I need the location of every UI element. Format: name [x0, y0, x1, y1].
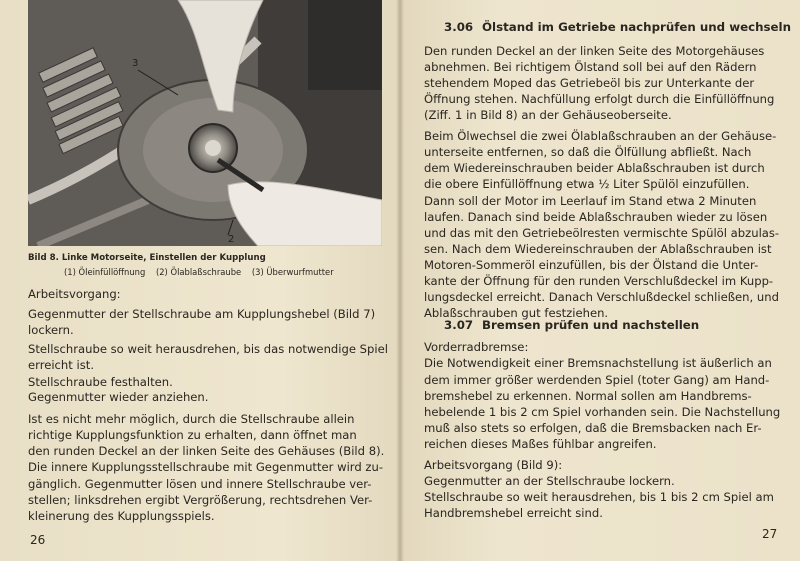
text-line: bremshebel zu erkennen. Normal sollen am Handbrems- — [424, 389, 752, 403]
text-line: Vorderradbremse: — [424, 340, 529, 354]
section-number: 3.06 — [444, 20, 474, 34]
engine-illustration — [28, 0, 382, 246]
right-page — [400, 0, 800, 561]
text-line: Beim Ölwechsel die zwei Ölablaßschrauben an der Gehäuse- — [424, 129, 777, 143]
text-line: Ablaßschrauben gut festziehen. — [424, 306, 609, 320]
text-line: Dann soll der Motor im Leerlauf im Stand etwa 2 Minuten — [424, 194, 757, 208]
section-title: Ölstand im Getriebe nachprüfen und wechseln — [482, 20, 791, 34]
text-line: und das mit den Getriebeölresten vermischte Spülöl abzulas- — [424, 226, 780, 240]
text-line: Öffnung stehen. Nachfüllung erfolgt durch die Einfüllöffnung — [424, 92, 775, 106]
text-line: abnehmen. Bei richtigem Ölstand soll bei auf den Rädern — [424, 60, 757, 74]
text-line: die obere Einfüllöffnung etwa ½ Liter Spülöl einzufüllen. — [424, 177, 750, 191]
text-line: reichen dieses Maßes fühlbar angreifen. — [424, 437, 657, 451]
text-line: dem Wiedereinschrauben beider Ablaßschrauben ist durch — [424, 161, 765, 175]
text-line: Gegenmutter der Stellschraube am Kupplungshebel (Bild 7) — [28, 307, 376, 321]
text-line: stehendem Moped das Getriebeöl bis zur Unterkante der — [424, 76, 755, 90]
text-line: gänglich. Gegenmutter lösen und innere Stellschraube ver- — [28, 477, 372, 491]
legend-item: (3) Überwurfmutter — [251, 267, 334, 277]
callout-2: 2 — [228, 234, 235, 245]
page-number-left: 26 — [30, 533, 46, 547]
section-heading-307 — [444, 318, 699, 332]
text-line: laufen. Danach sind beide Ablaßschrauben wieder zu lösen — [424, 210, 768, 224]
text-line: richtige Kupplungsfunktion zu erhalten, dann öffnet man — [28, 428, 357, 442]
text-line: stellen; linksdrehen ergibt Vergrößerung, rechtsdrehen Ver- — [28, 493, 373, 507]
text-line: Ist es nicht mehr möglich, durch die Stellschraube allein — [28, 412, 355, 426]
text-line: Gegenmutter wieder anziehen. — [28, 390, 209, 404]
text-line: dem immer größer werdenden Spiel (toter Gang) am Hand- — [424, 373, 770, 387]
text-line: Stellschraube so weit herausdrehen, bis das notwendige Spiel — [28, 342, 388, 356]
legend-item: (2) Ölablaßschraube — [155, 267, 242, 277]
text-line: Stellschraube so weit herausdrehen, bis 1 bis 2 cm Spiel am — [424, 490, 774, 504]
section-title: Bremsen prüfen und nachstellen — [482, 318, 700, 332]
text-line: muß also stets so erfolgen, daß die Bremsbacken nach Er- — [424, 421, 762, 435]
text-line: Stellschraube festhalten. — [28, 375, 173, 389]
text-line: Die Notwendigkeit einer Bremsnachstellung ist äußerlich an — [424, 356, 772, 370]
figure-legend — [64, 267, 342, 277]
figure-caption-title: Bild 8. Linke Motorseite, Einstellen der Kupplung — [28, 253, 266, 263]
text-line: hebelende 1 bis 2 cm Spiel vorhanden sein. Die Nachstellung — [424, 405, 781, 419]
callout-3: 3 — [132, 58, 139, 69]
text-line: Den runden Deckel an der linken Seite des Motorgehäuses — [424, 44, 765, 58]
text-line: Die innere Kupplungsstellschraube mit Gegenmutter wird zu- — [28, 460, 384, 474]
text-line: unterseite entfernen, so daß die Ölfüllung abfließt. Nach — [424, 145, 752, 159]
legend-item: (1) Öleinfüllöffnung — [64, 267, 146, 277]
engine-photo — [28, 0, 382, 246]
text-line: den runden Deckel an der linken Seite des Gehäuses (Bild 8). — [28, 444, 385, 458]
section-number: 3.07 — [444, 318, 474, 332]
text-line: lungsdeckel erreicht. Danach Verschlußdeckel schließen, und — [424, 290, 779, 304]
page-number-right: 27 — [762, 527, 778, 541]
text-line: erreicht ist. — [28, 358, 95, 372]
text-line: (Ziff. 1 in Bild 8) an der Gehäuseoberseite. — [424, 108, 672, 122]
text-line: Motoren-Sommeröl einzufüllen, bis der Ölstand die Unter- — [424, 258, 759, 272]
text-line: lockern. — [28, 323, 74, 337]
text-line: Arbeitsvorgang (Bild 9): — [424, 458, 563, 472]
text-line: kleinerung des Kupplungsspiels. — [28, 509, 215, 523]
text-line: Gegenmutter an der Stellschraube lockern. — [424, 474, 675, 488]
text-line: sen. Nach dem Wiedereinschrauben der Ablaßschrauben ist — [424, 242, 772, 256]
text-line: kante der Öffnung für den runden Verschlußdeckel im Kupp- — [424, 274, 774, 288]
book-gutter — [396, 0, 404, 561]
text-line: Handbremshebel erreicht sind. — [424, 506, 603, 520]
section-heading-306 — [444, 20, 791, 34]
text-line: Arbeitsvorgang: — [28, 287, 121, 301]
